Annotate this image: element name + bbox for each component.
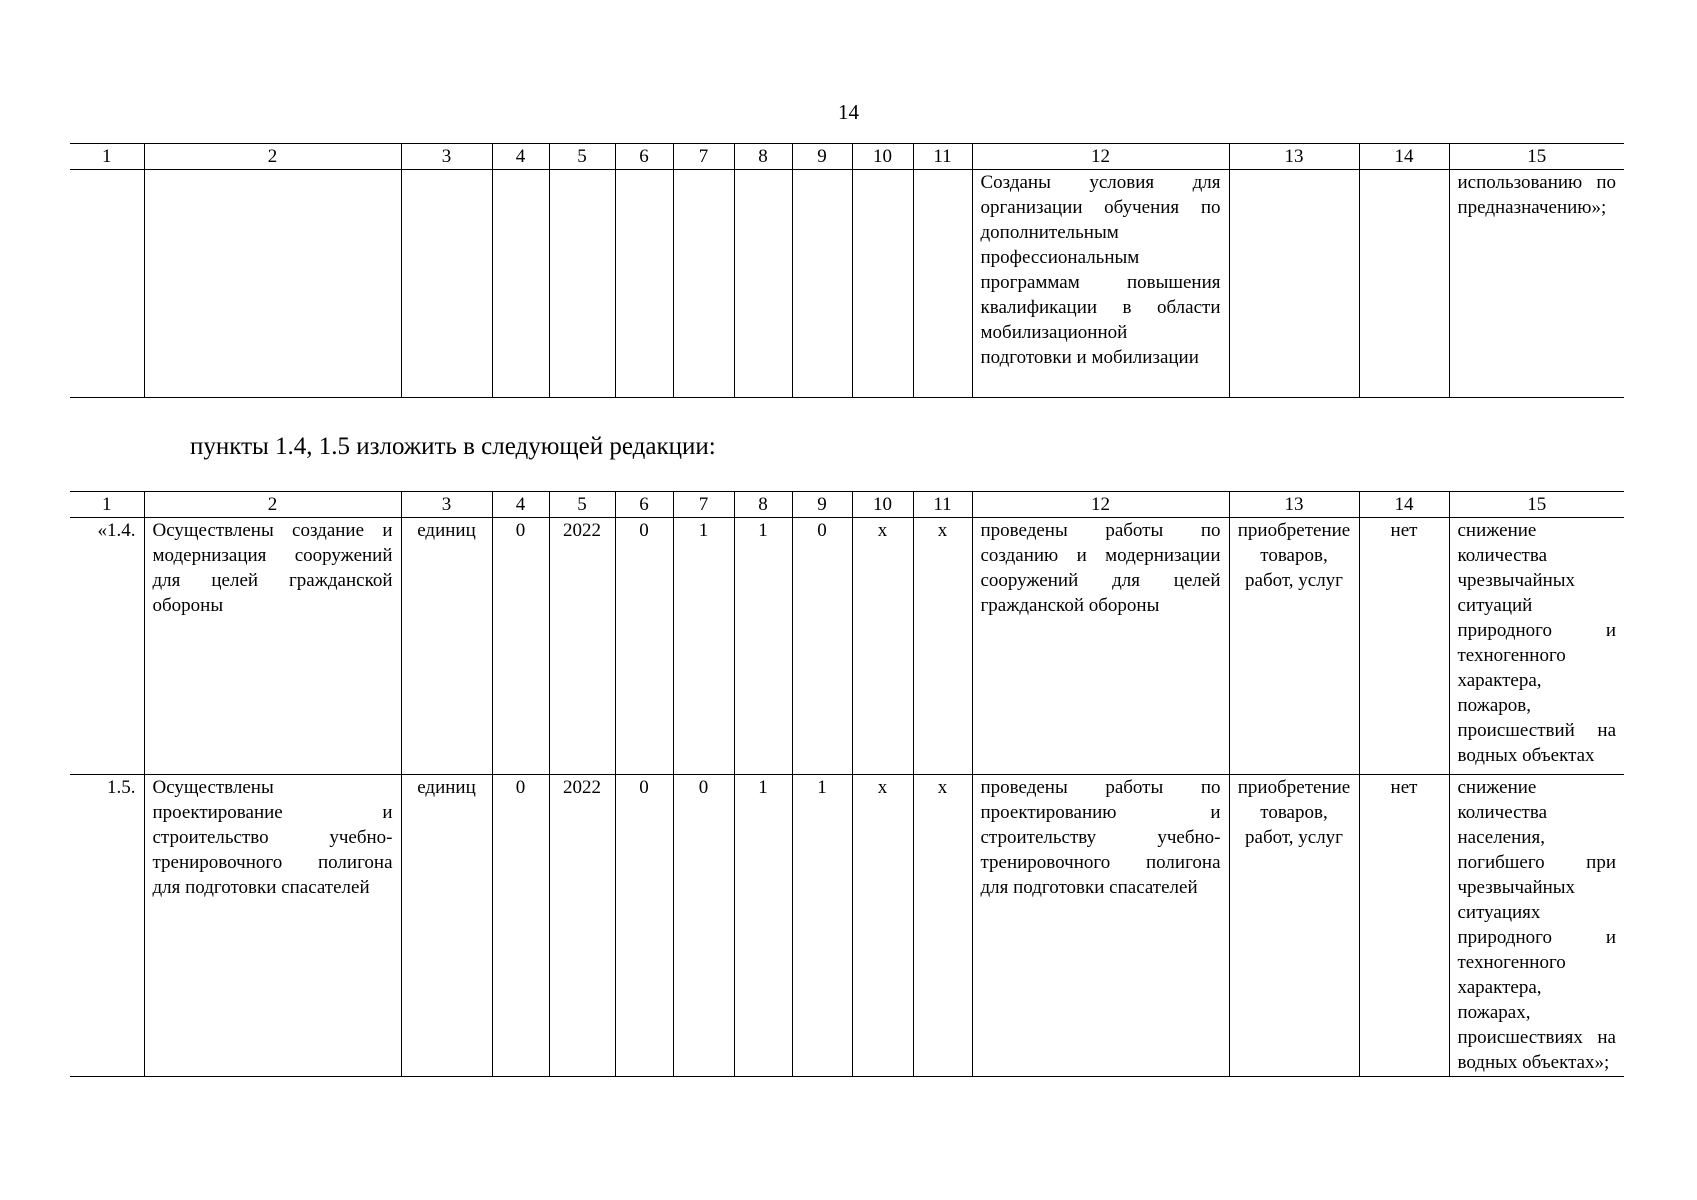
col-number: 10 [852,144,913,170]
col-number: 9 [792,144,852,170]
col-number: 12 [972,492,1229,518]
page-number: 14 [838,100,859,124]
value-cell: 0 [673,775,734,1077]
col-number: 11 [913,492,972,518]
year-cell: 2022 [549,518,615,775]
mark-cell: x [913,775,972,1077]
value-cell: 0 [492,775,549,1077]
continuation-table [70,143,1624,398]
value-cell: 0 [615,775,673,1077]
type-cell: приобретение товаров, работ, услуг [1229,775,1359,1077]
col-number: 12 [972,144,1229,170]
items-table [70,491,1624,1077]
result-cell: проведены работы по созданию и модернизации сооружений для целей гражданской обороны [972,518,1229,775]
col-number: 1 [70,492,144,518]
item-number: «1.4. [70,518,144,775]
value-cell: 1 [734,775,792,1077]
col-number: 9 [792,492,852,518]
column-number-row [70,144,1624,170]
col-number: 3 [401,492,492,518]
col-number: 6 [615,144,673,170]
col-number: 10 [852,492,913,518]
column-number-row [70,492,1624,518]
item-name: Осуществлены создание и модернизация сооружений для целей гражданской обороны [144,518,401,775]
unit-cell: единиц [401,518,492,775]
col-number: 7 [673,144,734,170]
table-row [70,170,1624,398]
col-number: 2 [144,492,401,518]
col-number: 15 [1449,144,1624,170]
col-number: 5 [549,144,615,170]
value-cell: 1 [792,775,852,1077]
flag-cell: нет [1359,518,1449,775]
table-row [70,518,1624,775]
effect-cell: снижение количества чрезвычайных ситуаций природного и техногенного характера, пожаров, происшествий на водных объектах [1449,518,1624,775]
col-number: 4 [492,144,549,170]
col-number: 7 [673,492,734,518]
col-number: 6 [615,492,673,518]
result-cell: Созданы условия для организации обучения по дополнительным профессиональным программам повышения квалификации в области мобилизационной подготовки и мобилизации [972,170,1229,398]
value-cell: 1 [734,518,792,775]
item-name: Осуществлены проектирование и строительство учебно-тренировочного полигона для подготовки спасателей [144,775,401,1077]
col-number: 13 [1229,492,1359,518]
unit-cell: единиц [401,775,492,1077]
value-cell: 1 [673,518,734,775]
col-number: 13 [1229,144,1359,170]
intro-text: пункты 1.4, 1.5 изложить в следующей редакции: [190,433,716,460]
col-number: 15 [1449,492,1624,518]
effect-cell: снижение количества населения, погибшего при чрезвычайных ситуациях природного и техногенного характера, пожарах, происшествиях на водных объектах»; [1449,775,1624,1077]
col-number: 3 [401,144,492,170]
value-cell: 0 [492,518,549,775]
result-cell: проведены работы по проектированию и строительству учебно-тренировочного полигона для подготовки спасателей [972,775,1229,1077]
item-number: 1.5. [70,775,144,1077]
value-cell: 0 [792,518,852,775]
col-number: 1 [70,144,144,170]
col-number: 2 [144,144,401,170]
effect-cell: использованию по предназначению»; [1449,170,1624,398]
mark-cell: x [852,775,913,1077]
col-number: 4 [492,492,549,518]
mark-cell: x [913,518,972,775]
table-row [70,775,1624,1077]
value-cell: 0 [615,518,673,775]
mark-cell: x [852,518,913,775]
col-number: 14 [1359,492,1449,518]
col-number: 8 [734,492,792,518]
col-number: 5 [549,492,615,518]
col-number: 14 [1359,144,1449,170]
flag-cell: нет [1359,775,1449,1077]
year-cell: 2022 [549,775,615,1077]
col-number: 11 [913,144,972,170]
type-cell: приобретение товаров, работ, услуг [1229,518,1359,775]
col-number: 8 [734,144,792,170]
